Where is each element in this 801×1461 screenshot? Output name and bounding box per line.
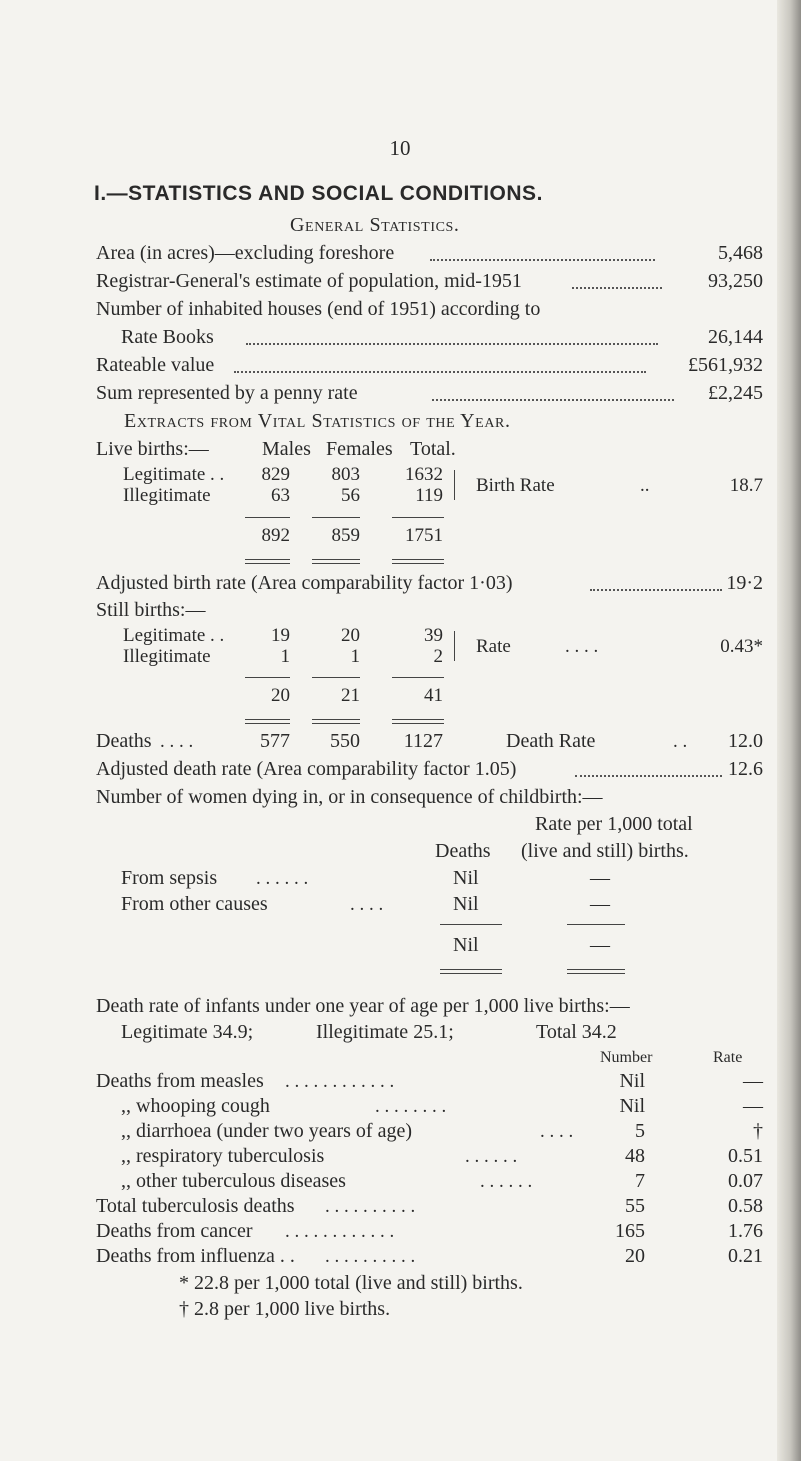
area-label: Area (in acres)—excluding foreshore bbox=[96, 242, 395, 264]
header-females: Females bbox=[326, 438, 393, 460]
maternal-rule-rate bbox=[567, 924, 625, 925]
deaths-dots: . . . . bbox=[160, 731, 194, 752]
cause-dots: . . . . . . . . . . bbox=[325, 1196, 416, 1217]
infant-total: Total 34.2 bbox=[536, 1021, 617, 1043]
still-rule-males bbox=[245, 677, 290, 678]
still-legitimate-label: Legitimate . . bbox=[123, 625, 225, 646]
still-illegitimate-label: Illegitimate bbox=[123, 646, 211, 667]
cause-dots: . . . . bbox=[540, 1121, 574, 1142]
other-causes-deaths: Nil bbox=[453, 893, 479, 915]
cause-number: 7 bbox=[635, 1170, 645, 1192]
still-rule-total bbox=[392, 677, 444, 678]
cause-label: Deaths from influenza . . bbox=[96, 1245, 295, 1267]
death-rate-dots: . . bbox=[673, 731, 688, 752]
cause-dots: . . . . . . bbox=[480, 1171, 533, 1192]
still-rate-dots: . . . . bbox=[565, 636, 599, 657]
live-illegitimate-males: 63 bbox=[271, 485, 290, 506]
penny-rate-value: £2,245 bbox=[708, 382, 763, 404]
causes-header-rate: Rate bbox=[713, 1049, 743, 1066]
cause-rate: 0.21 bbox=[728, 1245, 763, 1267]
maternal-dline-rate bbox=[567, 969, 625, 974]
cause-number: 5 bbox=[635, 1120, 645, 1142]
cause-rate: 0.51 bbox=[728, 1145, 763, 1167]
live-legitimate-females: 803 bbox=[331, 464, 360, 485]
extracts-title: Extracts from Vital Statistics of the Year. bbox=[124, 410, 511, 432]
birth-rate-label: Birth Rate bbox=[476, 475, 555, 496]
area-value: 5,468 bbox=[718, 242, 763, 264]
still-dline-total bbox=[392, 719, 444, 724]
still-dline-males bbox=[245, 719, 290, 724]
live-dline-total bbox=[392, 559, 444, 564]
houses-value: 26,144 bbox=[708, 326, 763, 348]
maternal-total-deaths: Nil bbox=[453, 934, 479, 956]
infant-legitimate: Legitimate 34.9; bbox=[121, 1021, 254, 1043]
cause-dots: . . . . . . . . bbox=[375, 1096, 447, 1117]
still-births-brace bbox=[454, 631, 460, 661]
live-legitimate-males: 829 bbox=[261, 464, 290, 485]
houses-label: Number of inhabited houses (end of 1951) according to bbox=[96, 298, 541, 320]
footnote: † 2.8 per 1,000 live births. bbox=[179, 1298, 391, 1320]
birth-rate-dots: .. bbox=[640, 475, 650, 496]
population-value: 93,250 bbox=[708, 270, 763, 292]
cause-label: ,, diarrhoea (under two years of age) bbox=[121, 1120, 412, 1142]
population-dots bbox=[572, 287, 662, 289]
death-rate-label: Death Rate bbox=[506, 730, 596, 752]
adjusted-death-value: 12.6 bbox=[728, 758, 763, 780]
cause-label: Deaths from measles bbox=[96, 1070, 264, 1092]
section-heading: I.—STATISTICS AND SOCIAL CONDITIONS. bbox=[94, 182, 543, 205]
still-total-total: 41 bbox=[424, 685, 443, 706]
still-illegitimate-males: 1 bbox=[280, 646, 290, 667]
still-legitimate-males: 19 bbox=[271, 625, 290, 646]
penny-rate-dots bbox=[432, 399, 674, 401]
cause-rate: 0.07 bbox=[728, 1170, 763, 1192]
cause-label: Total tuberculosis deaths bbox=[96, 1195, 295, 1217]
maternal-header-rate-1: Rate per 1,000 total bbox=[535, 813, 693, 835]
cause-rate: 1.76 bbox=[728, 1220, 763, 1242]
cause-dots: . . . . . . . . . . . . bbox=[285, 1071, 395, 1092]
sepsis-dots: . . . . . . bbox=[256, 868, 309, 889]
page-number: 10 bbox=[389, 136, 411, 160]
live-total-total: 1751 bbox=[405, 525, 443, 546]
infant-intro: Death rate of infants under one year of age per 1,000 live births:— bbox=[96, 995, 630, 1017]
live-rule-males bbox=[245, 517, 290, 518]
houses-label-continued: Rate Books bbox=[121, 326, 214, 348]
still-rate-label: Rate bbox=[476, 636, 511, 657]
live-rule-females bbox=[312, 517, 360, 518]
cause-label: ,, whooping cough bbox=[121, 1095, 270, 1117]
area-dots bbox=[430, 259, 655, 261]
infant-illegitimate: Illegitimate 25.1; bbox=[316, 1021, 454, 1043]
maternal-header-rate-2: (live and still) births. bbox=[521, 840, 689, 862]
page-edge-shadow bbox=[777, 0, 801, 1461]
still-rate-value: 0.43* bbox=[720, 636, 763, 657]
live-births-brace bbox=[454, 470, 460, 500]
cause-number: 48 bbox=[625, 1145, 645, 1167]
cause-number: Nil bbox=[619, 1070, 645, 1092]
live-births-label: Live births:— bbox=[96, 438, 209, 460]
other-causes-dots: . . . . bbox=[350, 894, 384, 915]
cause-number: 55 bbox=[625, 1195, 645, 1217]
rateable-value-label: Rateable value bbox=[96, 354, 215, 376]
causes-header-number: Number bbox=[600, 1049, 653, 1066]
live-total-males: 892 bbox=[261, 525, 290, 546]
adjusted-birth-label: Adjusted birth rate (Area comparability factor 1·03) bbox=[96, 572, 513, 594]
other-causes-label: From other causes bbox=[121, 893, 268, 915]
deaths-females: 550 bbox=[330, 730, 360, 752]
live-rule-total bbox=[392, 517, 444, 518]
still-illegitimate-females: 1 bbox=[350, 646, 360, 667]
cause-label: ,, other tuberculous diseases bbox=[121, 1170, 346, 1192]
still-total-females: 21 bbox=[341, 685, 360, 706]
still-legitimate-females: 20 bbox=[341, 625, 360, 646]
still-rule-females bbox=[312, 677, 360, 678]
deaths-males: 577 bbox=[260, 730, 290, 752]
cause-number: Nil bbox=[619, 1095, 645, 1117]
penny-rate-label: Sum represented by a penny rate bbox=[96, 382, 358, 404]
general-statistics-title: General Statistics. bbox=[290, 214, 460, 236]
maternal-dline-deaths bbox=[440, 969, 502, 974]
sepsis-label: From sepsis bbox=[121, 867, 218, 889]
live-illegitimate-total: 119 bbox=[415, 485, 443, 506]
header-males: Males bbox=[262, 438, 311, 460]
live-legitimate-label: Legitimate . . bbox=[123, 464, 225, 485]
live-illegitimate-females: 56 bbox=[341, 485, 360, 506]
live-dline-females bbox=[312, 559, 360, 564]
still-dline-females bbox=[312, 719, 360, 724]
adjusted-death-label: Adjusted death rate (Area comparability factor 1.05) bbox=[96, 758, 517, 780]
cause-rate: 0.58 bbox=[728, 1195, 763, 1217]
cause-rate: — bbox=[743, 1070, 763, 1092]
cause-dots: . . . . . . bbox=[465, 1146, 518, 1167]
deaths-total: 1127 bbox=[403, 730, 443, 752]
cause-label: ,, respiratory tuberculosis bbox=[121, 1145, 325, 1167]
rateable-value-dots bbox=[234, 371, 646, 373]
cause-label: Deaths from cancer bbox=[96, 1220, 253, 1242]
live-illegitimate-label: Illegitimate bbox=[123, 485, 211, 506]
still-legitimate-total: 39 bbox=[424, 625, 443, 646]
footnote: * 22.8 per 1,000 total (live and still) births. bbox=[179, 1272, 523, 1294]
other-causes-rate: — bbox=[590, 893, 610, 915]
cause-rate: — bbox=[743, 1095, 763, 1117]
maternal-rule-deaths bbox=[440, 924, 502, 925]
cause-dots: . . . . . . . . . . bbox=[325, 1246, 416, 1267]
cause-dots: . . . . . . . . . . . . bbox=[285, 1221, 395, 1242]
houses-dots bbox=[246, 343, 658, 345]
still-births-label: Still births:— bbox=[96, 599, 206, 621]
cause-number: 20 bbox=[625, 1245, 645, 1267]
adjusted-birth-value: 19·2 bbox=[726, 572, 763, 594]
birth-rate-value: 18.7 bbox=[729, 475, 763, 496]
deaths-label: Deaths bbox=[96, 730, 152, 752]
sepsis-deaths: Nil bbox=[453, 867, 479, 889]
maternal-intro: Number of women dying in, or in consequence of childbirth:— bbox=[96, 786, 603, 808]
maternal-header-deaths: Deaths bbox=[435, 840, 491, 862]
death-rate-value: 12.0 bbox=[728, 730, 763, 752]
cause-rate: † bbox=[753, 1120, 763, 1142]
live-dline-males bbox=[245, 559, 290, 564]
live-total-females: 859 bbox=[331, 525, 360, 546]
sepsis-rate: — bbox=[590, 867, 610, 889]
rateable-value-value: £561,932 bbox=[688, 354, 763, 376]
still-total-males: 20 bbox=[271, 685, 290, 706]
cause-number: 165 bbox=[615, 1220, 645, 1242]
still-illegitimate-total: 2 bbox=[433, 646, 443, 667]
header-total: Total. bbox=[410, 438, 456, 460]
live-legitimate-total: 1632 bbox=[405, 464, 443, 485]
maternal-total-rate: — bbox=[590, 934, 610, 956]
population-label: Registrar-General's estimate of population, mid-1951 bbox=[96, 270, 522, 292]
